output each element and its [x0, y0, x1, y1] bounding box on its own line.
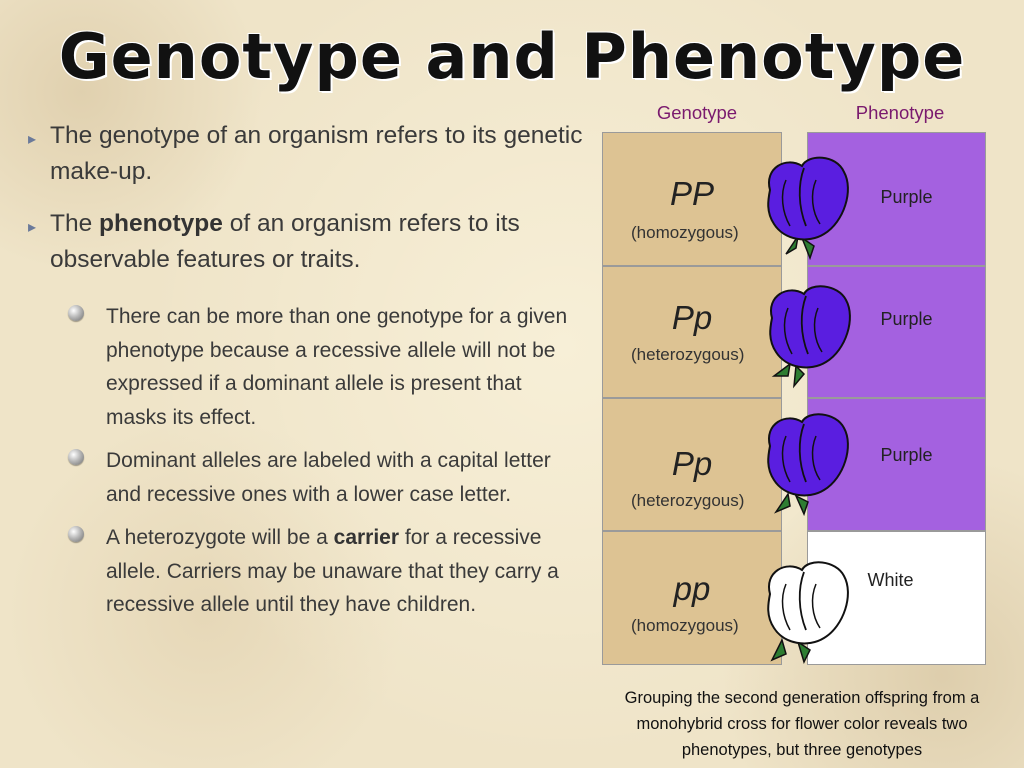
sub-bullet-2-text: Dominant alleles are labeled with a capital letter and recessive ones with a lower case letter. — [106, 449, 551, 506]
zygosity-label: (heterozygous) — [631, 491, 745, 510]
genotype-column-header: Genotype — [656, 102, 738, 123]
purple-flower-icon — [760, 280, 854, 390]
bullet-genotype — [26, 118, 586, 190]
triangle-arrow-icon: ▸ — [28, 219, 37, 236]
zygosity-label: (homozygous) — [631, 616, 739, 635]
sub-bullet-3-pre: A heterozygote will be a — [106, 526, 334, 549]
zygosity-label: (heterozygous) — [631, 345, 745, 364]
genotype-cell-2 — [602, 266, 782, 398]
genotype-cell-4 — [602, 531, 782, 665]
gray-sphere-icon — [68, 449, 84, 465]
genotype-cell-3 — [602, 398, 782, 531]
zygosity-label: (homozygous) — [631, 223, 739, 242]
phenotype-label: White — [867, 570, 914, 590]
bullet-phenotype — [26, 206, 586, 278]
phenotype-column-header: Phenotype — [855, 102, 945, 123]
sub-bullet-1-text: There can be more than one genotype for a given phenotype because a recessive allele will not be expressed if a dominant allele is present that masks its effect. — [106, 305, 568, 429]
genotype-label: pp — [673, 570, 711, 607]
purple-flower-icon — [758, 408, 852, 518]
bullet-list — [26, 118, 586, 632]
genotype-label: Pp — [671, 299, 713, 336]
slide-title: Genotype and Phenotype — [58, 20, 966, 93]
bullet-genotype-text: The genotype of an organism refers to its genetic make-up. — [50, 122, 583, 185]
bullet-phenotype-bold: phenotype — [99, 210, 223, 237]
figure-caption: Grouping the second generation offspring from a monohybrid cross for flower color reveals two phenotypes, but three genotypes — [624, 689, 980, 759]
bullet-phenotype-post: of an organism refers to its observable features or traits. — [50, 210, 520, 273]
bullet-phenotype-pre: The — [50, 210, 100, 237]
sub-bullet-3 — [106, 521, 586, 622]
genotype-label: Pp — [671, 445, 713, 482]
triangle-arrow-icon: ▸ — [28, 131, 37, 148]
sub-bullet-3-bold: carrier — [333, 526, 400, 549]
sub-bullet-2 — [106, 444, 586, 511]
phenotype-label: Purple — [880, 309, 933, 329]
sub-bullet-3-post: for a recessive allele. Carriers may be unaware that they carry a recessive allele until they have children. — [106, 526, 559, 616]
genotype-cell-1 — [602, 132, 782, 266]
gray-sphere-icon — [68, 526, 84, 542]
gray-sphere-icon — [68, 305, 84, 321]
phenotype-label: Purple — [880, 187, 933, 207]
purple-flower-icon — [758, 150, 852, 260]
white-flower-icon — [758, 556, 852, 666]
genotype-label: PP — [669, 175, 715, 212]
phenotype-label: Purple — [880, 445, 933, 465]
sub-bullet-1 — [106, 300, 586, 434]
